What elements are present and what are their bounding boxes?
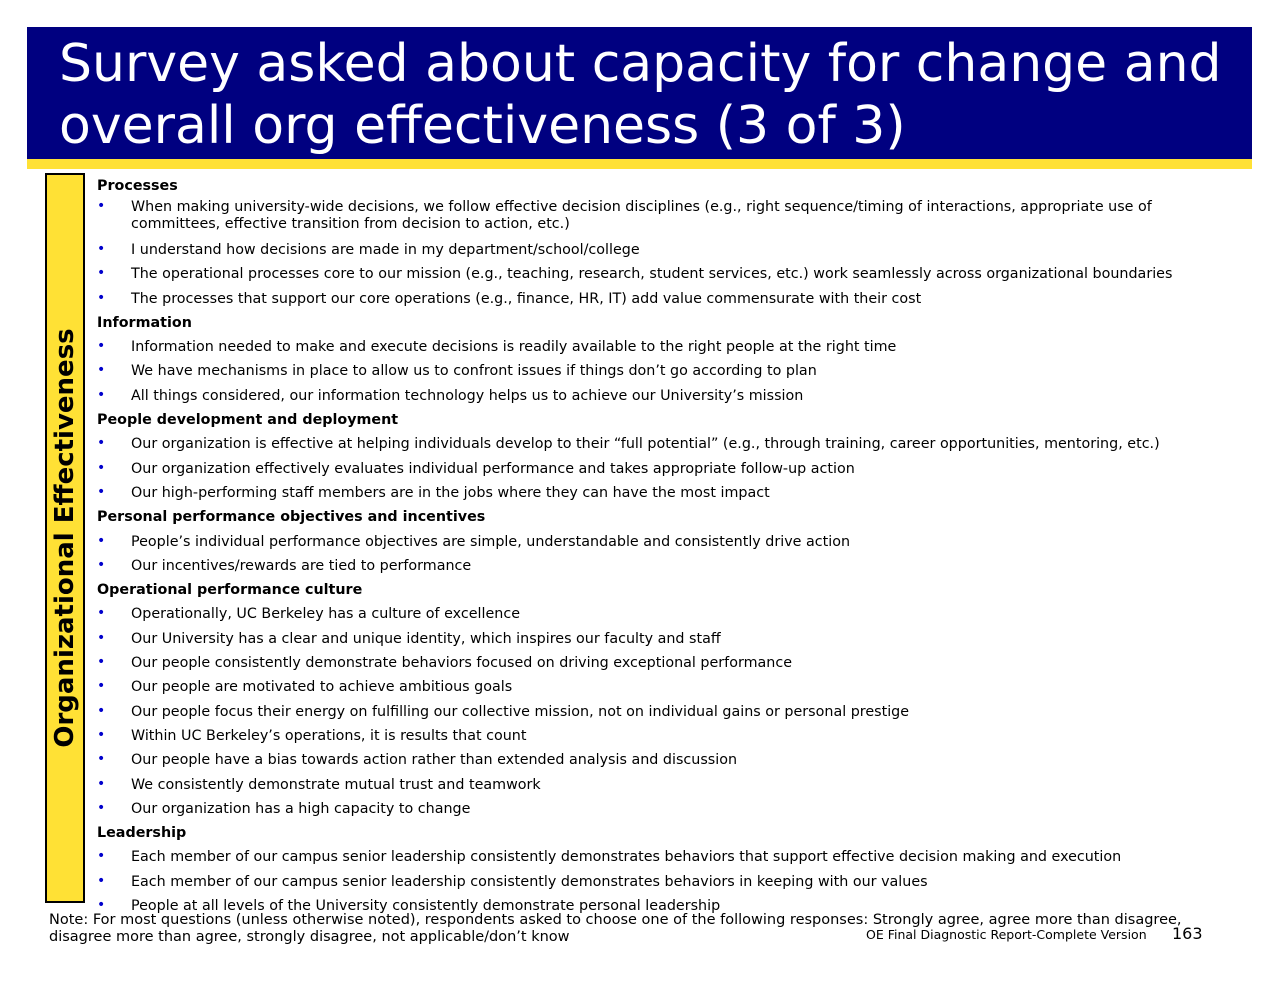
survey-question-text: All things considered, our information technology helps us to achieve our University’s mission — [131, 387, 804, 404]
section-heading — [97, 408, 1247, 432]
list-item — [97, 773, 1247, 797]
bullet-icon: • — [97, 198, 106, 214]
section-heading-text: Processes — [97, 178, 178, 194]
bullet-icon: • — [97, 726, 106, 743]
survey-question-text: Our people consistently demonstrate behaviors focused on driving exceptional performance — [131, 655, 792, 672]
survey-question-text: We consistently demonstrate mutual trust and teamwork — [131, 776, 541, 793]
list-item — [97, 481, 1247, 505]
side-category-label: Organizational Effectiveness — [50, 328, 80, 748]
list-item — [97, 384, 1247, 408]
bullet-icon: • — [97, 897, 106, 914]
survey-question-text: Our University has a clear and unique identity, which inspires our faculty and staff — [131, 630, 721, 647]
survey-question-text: Our incentives/rewards are tied to performance — [131, 557, 472, 574]
section-heading — [97, 578, 1247, 602]
survey-question-text: Information needed to make and execute decisions is readily available to the right people at the right time — [131, 339, 897, 356]
survey-question-text: People at all levels of the University consistently demonstrate personal leadership — [131, 898, 721, 915]
bullet-icon: • — [97, 435, 106, 452]
bullet-icon: • — [97, 872, 106, 889]
survey-question-text: We have mechanisms in place to allow us to confront issues if things don’t go according to plan — [131, 363, 817, 380]
bullet-icon: • — [97, 241, 106, 257]
bullet-icon: • — [97, 459, 106, 476]
list-item — [97, 287, 1247, 311]
list-item — [97, 238, 1247, 262]
bullet-icon: • — [97, 362, 106, 379]
title-banner — [27, 27, 1252, 159]
bullet-icon: • — [97, 654, 106, 671]
page-number: 163 — [1172, 924, 1203, 943]
list-item — [97, 602, 1247, 626]
list-item — [97, 359, 1247, 383]
section-heading — [97, 311, 1247, 335]
list-item — [97, 262, 1247, 286]
page-title: Survey asked about capacity for change and overall org effectiveness (3 of 3) — [59, 34, 1222, 156]
bullet-icon: • — [97, 338, 106, 355]
side-category-box — [45, 173, 85, 903]
section-heading — [97, 505, 1247, 529]
survey-question-text: The processes that support our core operations (e.g., finance, HR, IT) add value commensurate with their cost — [131, 290, 922, 307]
survey-question-text: Our people are motivated to achieve ambitious goals — [131, 679, 513, 696]
title-divider — [27, 159, 1252, 169]
bullet-icon: • — [97, 751, 106, 768]
footer-source: OE Final Diagnostic Report-Complete Version — [866, 927, 1147, 942]
section-heading-text: Leadership — [97, 825, 187, 842]
list-item — [97, 194, 1247, 238]
list-item — [97, 870, 1247, 894]
survey-question-text: Our organization is effective at helping individuals develop to their “full potential” (e.g., through training, career opportunities, mentoring, etc.) — [131, 436, 1160, 453]
bullet-icon: • — [97, 678, 106, 695]
list-item — [97, 554, 1247, 578]
survey-question-text: Our people focus their energy on fulfilling our collective mission, not on individual gains or personal prestige — [131, 703, 910, 720]
list-item — [97, 457, 1247, 481]
survey-question-text: Each member of our campus senior leadership consistently demonstrates behaviors that support effective decision making and execution — [131, 849, 1122, 866]
list-item — [97, 432, 1247, 456]
section-heading-text: Operational performance culture — [97, 582, 363, 599]
bullet-icon: • — [97, 799, 106, 816]
bullet-icon: • — [97, 532, 106, 549]
survey-question-text: I understand how decisions are made in my department/school/college — [131, 242, 640, 258]
section-heading — [97, 821, 1247, 845]
survey-question-text: Within UC Berkeley’s operations, it is results that count — [131, 727, 527, 744]
survey-question-text: Each member of our campus senior leadership consistently demonstrates behaviors in keeping with our values — [131, 873, 928, 890]
list-item — [97, 335, 1247, 359]
survey-question-text: Our organization effectively evaluates individual performance and takes appropriate follow-up action — [131, 460, 855, 477]
bullet-icon: • — [97, 483, 106, 500]
survey-question-text: Our organization has a high capacity to change — [131, 800, 471, 817]
survey-question-text: The operational processes core to our mission (e.g., teaching, research, student services, etc.) work seamlessly across organizational boundaries — [131, 266, 1173, 283]
list-item — [97, 651, 1247, 675]
bullet-icon: • — [97, 265, 106, 282]
list-item — [97, 748, 1247, 772]
survey-question-text: Our high-performing staff members are in the jobs where they can have the most impact — [131, 484, 770, 501]
bullet-icon: • — [97, 629, 106, 646]
survey-question-text: People’s individual performance objectives are simple, understandable and consistently drive action — [131, 533, 851, 550]
response-note: Note: For most questions (unless otherwise noted), respondents asked to choose one of the following responses: Strongly agree, agree more than disagree, disagree more than agree, strongly disagree, not applicable/don’t know — [49, 912, 1182, 945]
list-item — [97, 797, 1247, 821]
bullet-icon: • — [97, 605, 106, 622]
survey-question-text: Our people have a bias towards action rather than extended analysis and discussion — [131, 752, 738, 769]
bullet-icon: • — [97, 386, 106, 403]
section-heading-text: Information — [97, 314, 192, 331]
section-heading — [97, 174, 1247, 194]
list-item — [97, 700, 1247, 724]
section-heading-text: Personal performance objectives and incentives — [97, 509, 486, 526]
list-item — [97, 675, 1247, 699]
survey-question-text: Operationally, UC Berkeley has a culture of excellence — [131, 606, 520, 623]
bullet-icon: • — [97, 775, 106, 792]
section-heading-text: People development and deployment — [97, 412, 399, 429]
list-item — [97, 530, 1247, 554]
list-item — [97, 627, 1247, 651]
bullet-icon: • — [97, 848, 106, 865]
bullet-icon: • — [97, 556, 106, 573]
list-item — [97, 724, 1247, 748]
survey-question-text: When making university-wide decisions, we follow effective decision disciplines (e.g., right sequence/timing of interactions, appropriate use of committees, effective transition from decision to action, etc.) — [131, 199, 1152, 232]
survey-question-list — [97, 174, 1247, 918]
bullet-icon: • — [97, 702, 106, 719]
list-item — [97, 845, 1247, 869]
bullet-icon: • — [97, 289, 106, 306]
